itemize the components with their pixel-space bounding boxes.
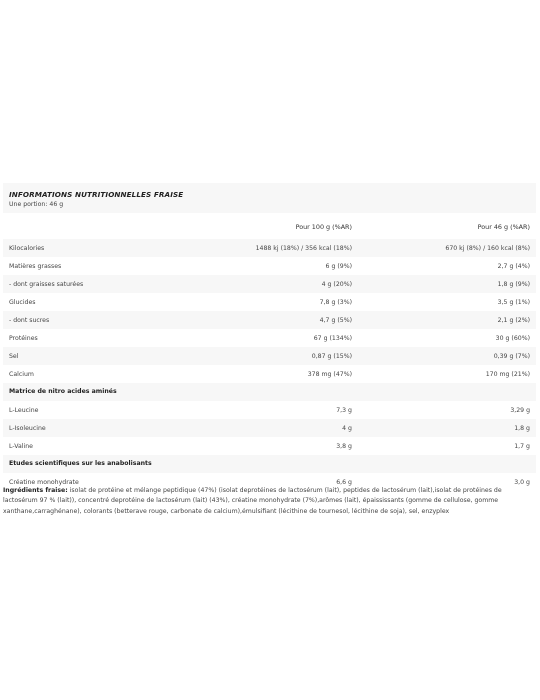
row-value-portion: 2,1 g (2%) bbox=[497, 317, 530, 324]
ingredients-label: Ingrédients fraise: bbox=[3, 487, 68, 494]
column-header-per-portion: Pour 46 g (%AR) bbox=[477, 223, 530, 231]
row-value-100g: 7,3 g bbox=[336, 407, 352, 414]
row-value-portion: 1,8 g bbox=[514, 425, 530, 432]
row-value-100g: 4 g (20%) bbox=[321, 281, 352, 288]
row-value-portion: 1,8 g (9%) bbox=[497, 281, 530, 288]
table-header bbox=[3, 183, 536, 213]
row-label: Matières grasses bbox=[9, 263, 62, 270]
table-row bbox=[3, 365, 536, 383]
table-row bbox=[3, 257, 536, 275]
table-row bbox=[3, 347, 536, 365]
row-label: Calcium bbox=[9, 371, 34, 378]
row-value-100g: 3,8 g bbox=[336, 443, 352, 450]
row-label: - dont sucres bbox=[9, 317, 50, 324]
row-value-100g: 67 g (134%) bbox=[313, 335, 352, 342]
row-label: Kilocalories bbox=[9, 245, 45, 252]
section-title: Matrice de nitro acides aminés bbox=[9, 388, 117, 395]
table-row bbox=[3, 311, 536, 329]
row-value-100g: 378 mg (47%) bbox=[307, 371, 352, 378]
row-value-portion: 30 g (60%) bbox=[495, 335, 530, 342]
nutrition-table bbox=[3, 183, 536, 491]
section-title: Etudes scientifiques sur les anabolisants bbox=[9, 460, 152, 467]
row-value-100g: 1488 kj (18%) / 356 kcal (18%) bbox=[255, 245, 352, 252]
row-label: Glucides bbox=[9, 299, 36, 306]
row-value-portion: 1,7 g bbox=[514, 443, 530, 450]
row-value-100g: 7,8 g (3%) bbox=[319, 299, 352, 306]
row-value-100g: 6 g (9%) bbox=[325, 263, 352, 270]
column-headers bbox=[3, 213, 536, 239]
column-header-per-100g: Pour 100 g (%AR) bbox=[295, 223, 352, 231]
table-title: INFORMATIONS NUTRITIONNELLES FRAISE bbox=[9, 190, 184, 199]
row-label: L-Isoleucine bbox=[9, 425, 46, 432]
row-label: - dont graisses saturées bbox=[9, 281, 84, 288]
section-heading-amino bbox=[3, 383, 536, 401]
row-value-100g: 0,87 g (15%) bbox=[311, 353, 352, 360]
row-value-100g: 6,6 g bbox=[336, 479, 352, 486]
ingredients-list: isolat de protéine et mélange peptidique (47%) (isolat deprotéines de lactosérum (lait), peptides de lactosérum (lait),isolat de protéines de lactosérum 97 % (lait)), concentré deprotéine de lactosérum (lait) (43%), créatine monohydrate (7%),arômes (lait), épaississants (gomme de cellulose, gomme xanthane,carraghénane), colorants (betterave rouge, carbonate de calcium),émulsifiant (lécithine de tournesol, lécithine de soja), sel, enzyplex bbox=[3, 487, 502, 515]
row-value-portion: 0,39 g (7%) bbox=[493, 353, 530, 360]
table-row bbox=[3, 401, 536, 419]
table-row bbox=[3, 437, 536, 455]
row-label: L-Leucine bbox=[9, 407, 39, 414]
row-value-100g: 4,7 g (5%) bbox=[319, 317, 352, 324]
row-value-portion: 170 mg (21%) bbox=[485, 371, 530, 378]
table-row bbox=[3, 275, 536, 293]
row-value-portion: 3,29 g bbox=[510, 407, 530, 414]
table-row bbox=[3, 329, 536, 347]
row-value-portion: 670 kj (8%) / 160 kcal (8%) bbox=[445, 245, 530, 252]
row-value-portion: 3,0 g bbox=[514, 479, 530, 486]
table-row bbox=[3, 419, 536, 437]
row-label: L-Valine bbox=[9, 443, 33, 450]
row-value-portion: 2,7 g (4%) bbox=[497, 263, 530, 270]
row-value-100g: 4 g bbox=[342, 425, 352, 432]
table-row bbox=[3, 293, 536, 311]
row-label: Sel bbox=[9, 353, 19, 360]
ingredients-text bbox=[3, 486, 533, 517]
section-heading-studies bbox=[3, 455, 536, 473]
table-row bbox=[3, 239, 536, 257]
row-label: Protéines bbox=[9, 335, 38, 342]
row-value-portion: 3,5 g (1%) bbox=[497, 299, 530, 306]
portion-size: Une portion: 46 g bbox=[9, 201, 64, 208]
row-label: Créatine monohydrate bbox=[9, 479, 79, 486]
